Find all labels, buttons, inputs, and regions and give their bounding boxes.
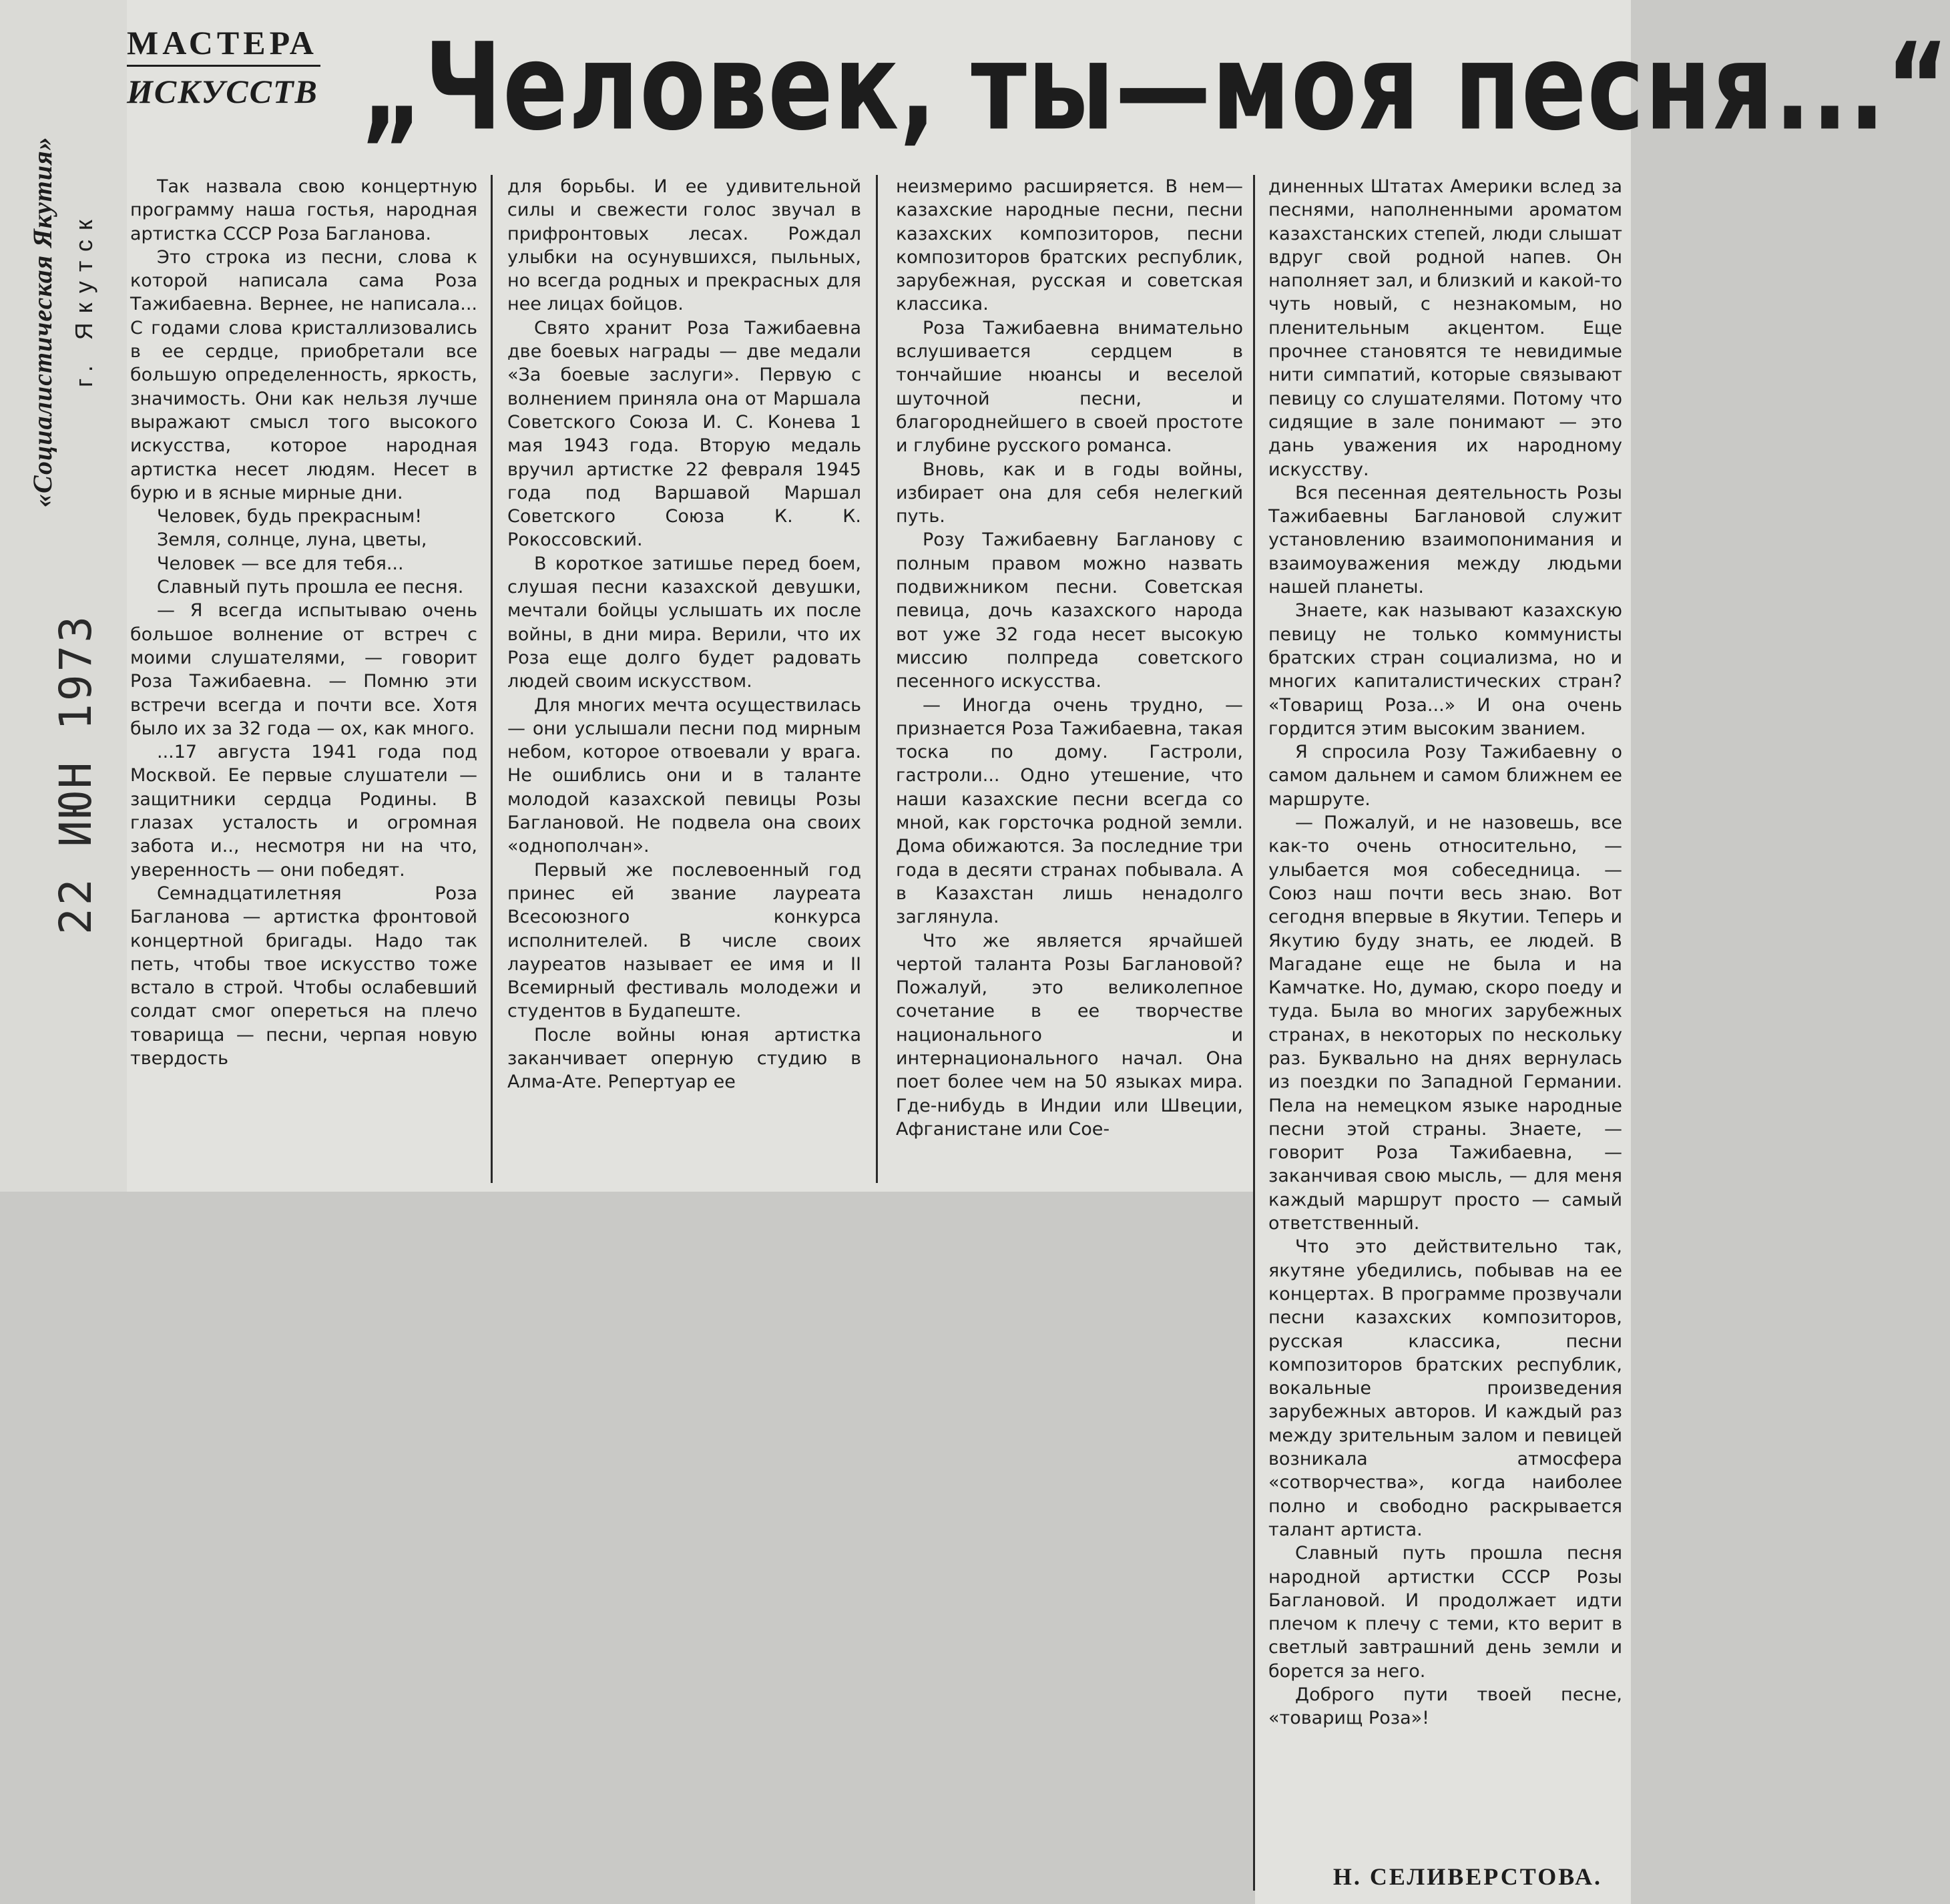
paragraph: Это строка из песни, слова к которой написала сама Роза Тажибаевна. Вернее, не написала... С годами слова кристаллизовались в ее сердце, приобретали все большую определенность, яркость, значимость. Они как нельзя лучше выражают смысл того высокого искусства, которое народная артистка несет людям. Несет в бурю и в ясные мирные дни. <box>130 246 477 503</box>
paragraph: Для многих мечта осуществилась — они услышали песни под мирным небом, которое отвоевали у врага. Не ошиблись они и в таланте молодой казахской певицы Розы Баглановой. Не подвела она своих «однополчан». <box>507 694 861 857</box>
poem-line: Человек — все для тебя... <box>157 553 404 574</box>
paragraph: Вновь, как и в годы войны, избирает она для себя нелегкий путь. <box>896 459 1243 527</box>
paragraph: Славный путь прошла ее песня. <box>157 577 464 598</box>
paragraph: ...17 августа 1941 года под Москвой. Ее первые слушатели — защитники сердца Родины. В глазах усталость и огромная забота и.., несмотря ни на что, уверенность — они победят. <box>130 742 477 881</box>
poem-line: Земля, солнце, луна, цветы, <box>157 529 427 551</box>
poem-line: Человек, будь прекрасным! <box>157 506 423 527</box>
article-column-3 <box>896 175 1243 1141</box>
paragraph: Славный путь прошла песня народной артистки СССР Розы Баглановой. И продолжает идти плечом к плечу с теми, кто верит в светлый завтрашний день земли и борется за него. <box>1268 1543 1622 1682</box>
paragraph: диненных Штатах Америки вслед за песнями, наполненными ароматом казахстанских степей, люди слышат вдруг свой родной напев. Он наполняет зал, и близкий и какой-то чуть новый, с незнакомым, но пленительным акцентом. Еще прочнее становятся те невидимые нити симпатий, которые связывают певицу со слушателями. Потому что сидящие в зале понимают — это дань уважения их народному искусству. <box>1268 176 1622 480</box>
article-column-4 <box>1268 175 1622 1730</box>
headline: „Человек, ты—моя песня...“ <box>360 17 1950 157</box>
paragraph: Семнадцатилетняя Роза Багланова — артистка фронтовой концертной бригады. Надо так петь, чтобы твое искусство тоже встало в строй. Чтобы ослабевший солдат смог опереться на плечо товарища — песни, черпая новую твердость <box>130 883 477 1069</box>
paragraph: Вся песенная деятельность Розы Тажибаевны Баглановой служит установлению взаимопонимания и взаимоуважения между людьми нашей планеты. <box>1268 482 1622 598</box>
paragraph: Что же является ярчайшей чертой таланта Розы Баглановой? Пожалуй, это великолепное сочетание в ее творчестве национального и интернационального начал. Она поет более чем на 50 языках мира. Где-нибудь в Индии или Швеции, Афганистане или Сое- <box>896 930 1243 1140</box>
article-column-2 <box>507 175 861 1094</box>
column-divider <box>491 175 493 1183</box>
paragraph: Доброго пути твоей песне, «товарищ Роза»! <box>1268 1684 1622 1729</box>
newspaper-name: «Социалистическая Якутия» <box>27 136 57 507</box>
column-divider <box>876 175 878 1183</box>
paragraph: Роза Тажибаевна внимательно вслушивается сердцем в тончайшие нюансы и веселой шуточной песни, и благороднейшего в своей простоте и глубине русского романса. <box>896 317 1243 457</box>
paragraph: После войны юная артистка заканчивает оперную студию в Алма-Ате. Репертуар ее <box>507 1024 861 1093</box>
rubric-line-2: ИСКУССТВ <box>127 73 318 110</box>
rubric <box>127 23 327 111</box>
paragraph: Розу Тажибаевну Багланову с полным правом можно назвать подвижником песни. Советская певица, дочь казахского народа вот уже 32 года несет высокую миссию полпреда советского песенного искусства. <box>896 529 1243 692</box>
paragraph: — Я всегда испытываю очень большое волнение от встреч с моими слушателями, — говорит Роза Тажибаевна. — Помню эти встречи всегда и почти все. Хотя было их за 32 года — ох, как много. <box>130 600 477 739</box>
paragraph: для борьбы. И ее удивительной силы и свежести голос звучал в прифронтовых лесах. Рождал улыбки на осунувшихся, пыльных, но всегда родных и прекрасных для нее лицах бойцов. <box>507 176 861 315</box>
rubric-rule <box>127 65 320 67</box>
paragraph: Свято хранит Роза Тажибаевна две боевых награды — две медали «За боевые заслуги». Первую с волнением приняла она от Маршала Советского Союза И. С. Конева 1 мая 1943 года. Вторую медаль вручил артистке 22 февраля 1945 года под Варшавой Маршал Советского Союза К. К. Рокоссовский. <box>507 317 861 551</box>
date-stamp: 22 ИЮН 1973 <box>50 613 101 935</box>
paragraph: Первый же послевоенный год принес ей звание лауреата Всесоюзного конкурса исполнителей. В числе своих лауреатов называет ее имя и II Всемирный фестиваль молодежи и студентов в Будапеште. <box>507 859 861 1022</box>
paragraph: Так назвала свою концертную программу наша гостья, народная артистка СССР Роза Багланова. <box>130 176 477 244</box>
newspaper-city: г. Якутск <box>70 210 97 387</box>
rubric-line-1: МАСТЕРА <box>127 24 318 61</box>
paragraph: Что это действительно так, якутяне убедились, побывав на ее концертах. В программе прозвучали песни казахских композиторов, русская классика, песни композиторов братских республик, вокальные произведения зарубежных авторов. И каждый раз между зрительным залом и певицей возникала атмосфера «сотворчества», когда наиболее полно и свободно раскрывается талант артиста. <box>1268 1236 1622 1540</box>
paragraph: неизмеримо расширяется. В нем—казахские народные песни, песни казахских композиторов, песни композиторов братских республик, зарубежная, русская и советская классика. <box>896 176 1243 315</box>
paragraph: Я спросила Розу Тажибаевну о самом дальнем и самом ближнем ее маршруте. <box>1268 742 1622 810</box>
paragraph: Знаете, как называют казахскую певицу не только коммунисты братских стран социализма, но и многих капиталистических стран? «Товарищ Роза...» И она очень гордится этим высоким званием. <box>1268 600 1622 739</box>
paragraph: — Иногда очень трудно, — признается Роза Тажибаевна, такая тоска по дому. Гастроли, гастроли... Одно утешение, что наши казахские песни всегда со мной, как горсточка родной земли. Дома обижаются. За последние три года в десяти странах побывала. А в Казахстан лишь ненадолго заглянула. <box>896 694 1243 928</box>
author-signature: Н. СЕЛИВЕРСТОВА. <box>1332 1863 1602 1890</box>
article-column-1 <box>130 175 477 1070</box>
column-divider <box>1253 175 1255 1891</box>
paragraph: — Пожалуй, и не назовешь, все как-то очень относительно, — улыбается моя собеседница. — Союз наш почти весь знаю. Вот сегодня впервые в Якутии. Теперь и Якутию буду знать, ее людей. В Магадане еще не была и на Камчатке. Но, думаю, скоро поеду и туда. Была во многих зарубежных странах, в некоторых по нескольку раз. Буквально на днях вернулась из поездки по Западной Германии. Пела на немецком языке народные песни этой страны. Знаете, — говорит Роза Тажибаевна, — заканчивая свою мысль, — для меня каждый маршрут просто — самый ответственный. <box>1268 812 1622 1234</box>
paragraph: В короткое затишье перед боем, слушая песни казахской девушки, мечтали бойцы услышать их после войны, в дни мира. Верили, что их Роза еще долго будет радовать людей своим искусством. <box>507 553 861 692</box>
